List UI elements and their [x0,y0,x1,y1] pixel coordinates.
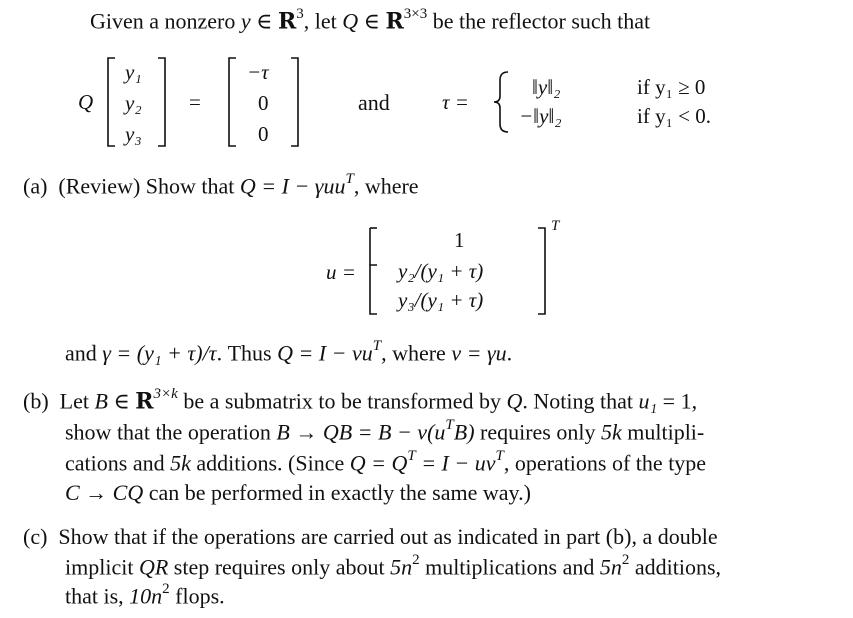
part-c-line-2 [65,552,722,580]
formula: QR [138,554,169,580]
transpose: T [345,171,354,187]
gamma-line [65,338,513,366]
in-symbol: ∈ [358,8,386,34]
part-text: show that the operation [65,419,277,445]
part-text: (Review) Show that [58,173,240,199]
matrix-entry: 0 [258,122,269,146]
exponent: 2 [412,552,420,568]
matrix-entry: −τ [247,60,269,84]
part-text: step requires only about [168,554,391,580]
part-text: Let [59,388,95,414]
intro-text: Given a nonzero [90,8,241,34]
formula: = I − uv [415,450,496,476]
formula: Q = I − vu [277,340,373,366]
vector-entry: y₃/(y₁ + τ) [398,288,484,312]
vector-entry: 1 [454,228,465,252]
exponent: 3×k [153,386,178,402]
part-text: cations and [65,450,171,476]
case-condition: if y₁ < 0. [637,104,711,128]
part-text: , operations of the type [503,450,707,476]
equals-sign: = [189,90,201,114]
case-condition: if y₁ ≥ 0 [637,75,706,99]
formula: B → QB = B − v(u [276,419,446,445]
real-set: R [385,8,404,35]
part-b-line-3 [65,448,707,476]
part-b-line-1 [23,386,698,415]
and-word: and [358,90,390,115]
formula: 5k [170,450,191,476]
formula: B) [453,419,475,445]
formula: Q = I − γuu [239,173,346,199]
matrix-entry: 0 [258,91,269,115]
var-B: B [94,388,108,414]
part-text: be a submatrix to be transformed by [177,388,507,414]
part-label: (c) [23,524,48,549]
transpose: T [372,338,382,354]
part-text: requires only [474,419,601,445]
part-text: additions. (Since [190,450,350,476]
formula: C → CQ [65,480,144,505]
exponent: 2 [621,552,630,568]
part-text: multipli- [621,419,705,445]
transpose: T [551,218,560,234]
tau-definition: τ = [442,90,469,114]
part-text: . Thus [216,340,278,366]
in-symbol: ∈ [107,388,136,414]
part-text: and [65,340,103,366]
case-value: −‖y‖₂ [519,104,562,128]
exponent: 3 [296,6,304,22]
var-u1: u₁ [638,388,658,414]
var-Q: Q [78,90,94,114]
var-y: y [240,8,251,34]
intro-text: , let [303,8,343,34]
transpose: T [407,448,416,464]
in-symbol: ∈ [250,8,278,34]
part-text: implicit [65,554,139,580]
var-Q: Q [342,8,359,34]
formula: 5k [600,419,622,445]
formula: 10n [129,583,163,609]
var-Q: Q [506,388,523,414]
part-text: Show that if the operations are carried out as indicated in part (b), a double [58,524,718,549]
part-text: that is, [65,583,130,609]
part-a-line [23,171,419,199]
part-text: = 1, [657,388,698,414]
intro-text: be the reflector such that [427,8,651,34]
part-b-line-2 [65,417,705,445]
part-c-line-1 [23,526,718,548]
part-text: . Noting that [522,388,639,414]
real-set: R [135,388,154,415]
formula: γ = (y₁ + τ)/τ [102,340,217,366]
part-text: can be performed in exactly the same way.) [143,480,531,505]
part-text: , where [353,173,419,199]
part-text: flops. [169,583,225,609]
formula: v = γu [451,340,507,366]
formula: Q = Q [349,450,408,476]
part-text: , where [381,340,452,366]
formula: 5n [599,554,622,580]
vector-entry: y₂/(y₁ + τ) [398,259,484,283]
real-set: R [277,8,297,35]
part-label: (a) [23,173,48,199]
part-c-line-3 [65,581,225,609]
part-b-line-4 [65,482,531,504]
exponent: 3×3 [403,6,428,22]
part-text: multiplications and [419,554,600,580]
u-definition: u = [326,260,356,284]
part-text: additions, [629,554,722,580]
part-label: (b) [23,388,49,414]
part-text: . [506,340,513,366]
transpose: T [445,417,454,433]
case-value: ‖y‖₂ [532,75,561,99]
formula: 5n [390,554,413,580]
matrix-entry: y₂ [125,91,142,115]
exponent: 2 [162,581,170,597]
matrix-entry: y₃ [125,122,142,146]
matrix-entry: y₁ [125,60,142,84]
transpose: T [495,448,504,464]
